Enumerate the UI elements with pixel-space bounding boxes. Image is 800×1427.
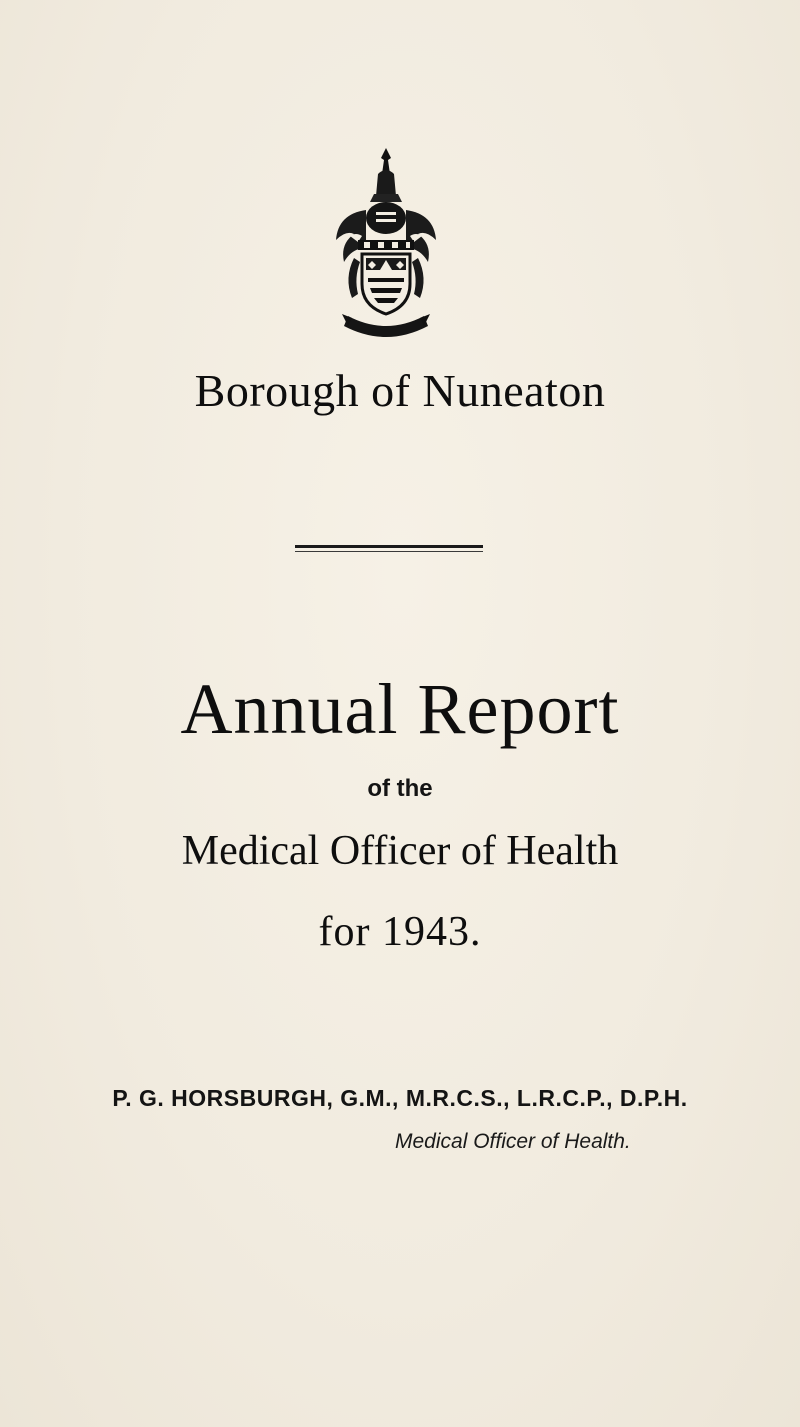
report-subject: Medical Officer of Health — [181, 828, 619, 874]
author-role: Medical Officer of Health. — [395, 1130, 631, 1153]
borough-title: Borough of Nuneaton — [194, 365, 606, 416]
report-year: for 1943. — [318, 909, 482, 955]
report-title-connector: of the — [367, 775, 433, 802]
title-divider-thin — [295, 551, 483, 552]
report-title: Annual Report — [180, 669, 620, 749]
title-divider-thick — [295, 545, 483, 548]
author-name: P. G. HORSBURGH, G.M., M.R.C.S., L.R.C.P., D.P.H. — [112, 1085, 688, 1111]
borough-coat-of-arms-icon — [320, 140, 452, 350]
